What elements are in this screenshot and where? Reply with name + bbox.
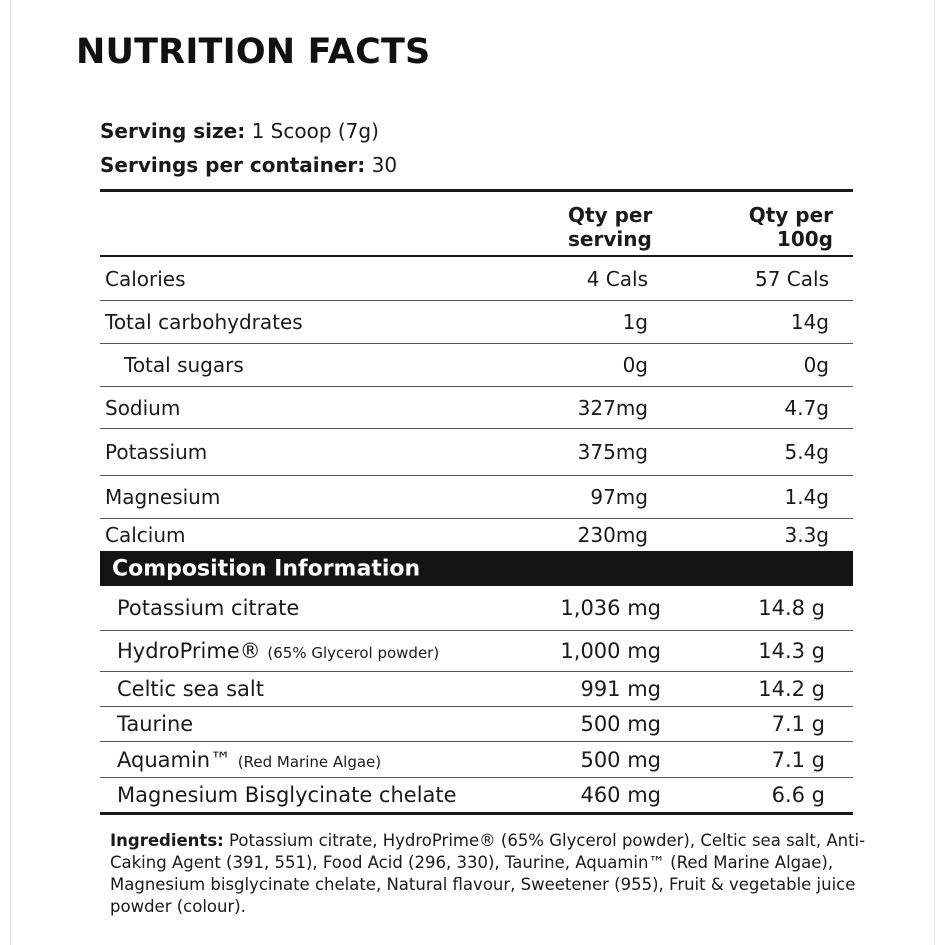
ingredient-note: (Red Marine Algae)	[237, 752, 382, 771]
per-100g-value: 14.8 g	[758, 596, 825, 620]
per-serving-value: 375mg	[577, 440, 648, 464]
serving-size	[100, 119, 379, 143]
header-per-100g-line2: 100g	[776, 227, 833, 251]
servings-per-container	[100, 153, 397, 177]
per-serving-value: 0g	[622, 353, 648, 377]
nutrition-table	[100, 189, 853, 815]
per-100g-value: 14g	[790, 310, 829, 334]
nutrient-label: Sodium	[105, 395, 181, 420]
table-row	[100, 387, 853, 429]
right-border	[934, 0, 935, 945]
table-row	[100, 257, 853, 301]
per-serving-value: 230mg	[577, 523, 648, 547]
per-serving-value: 500 mg	[580, 747, 661, 772]
table-row	[100, 742, 853, 778]
per-serving-value: 1,036 mg	[560, 596, 661, 620]
header-per-serving-line2: serving	[568, 227, 652, 251]
nutrient-label: Magnesium	[105, 485, 221, 509]
per-serving-value: 327mg	[577, 395, 648, 420]
ingredient-name: HydroPrime®	[117, 639, 261, 663]
per-serving-value: 991 mg	[580, 677, 661, 701]
left-border	[10, 0, 11, 945]
header-per-100g	[749, 203, 833, 251]
table-row	[100, 476, 853, 519]
table-row	[100, 344, 853, 387]
ingredient-label	[117, 783, 457, 807]
ingredient-label	[117, 748, 381, 772]
table-row	[100, 301, 853, 344]
table-row	[100, 631, 853, 672]
per-100g-value: 7.1 g	[771, 712, 825, 736]
per-100g-value: 5.4g	[784, 440, 829, 464]
per-100g-value: 4.7g	[784, 395, 829, 420]
serving-size-label: Serving size:	[100, 119, 246, 143]
ingredient-label	[117, 677, 264, 701]
composition-header	[100, 551, 853, 586]
ingredients-label: Ingredients:	[110, 831, 224, 850]
table-row	[100, 519, 853, 551]
ingredients-text	[110, 830, 870, 918]
nutrient-label: Potassium	[105, 440, 208, 464]
ingredient-name: Taurine	[117, 712, 194, 736]
per-serving-value: 460 mg	[580, 783, 661, 807]
ingredient-name: Magnesium Bisglycinate chelate	[117, 783, 457, 807]
per-100g-value: 14.2 g	[758, 677, 825, 701]
header-per-serving	[568, 203, 652, 251]
table-row	[100, 707, 853, 742]
ingredient-label	[117, 639, 439, 663]
per-100g-value: 3.3g	[784, 523, 829, 547]
serving-size-value: 1 Scoop (7g)	[251, 119, 379, 143]
ingredient-name: Potassium citrate	[117, 596, 300, 620]
nutrient-label: Total sugars	[124, 353, 244, 377]
header-per-100g-line1: Qty per	[748, 203, 833, 227]
servings-per-container-value: 30	[371, 153, 398, 177]
composition-title: Composition Information	[112, 556, 421, 581]
table-row	[100, 429, 853, 476]
servings-per-container-label: Servings per container:	[100, 153, 366, 177]
page-title: NUTRITION FACTS	[76, 32, 431, 72]
per-100g-value: 0g	[803, 353, 829, 377]
per-100g-value: 14.3 g	[758, 639, 825, 663]
table-header	[100, 192, 853, 257]
nutrient-label: Calories	[105, 266, 186, 291]
per-100g-value: 57 Cals	[754, 266, 829, 291]
per-serving-value: 1g	[622, 310, 648, 334]
per-serving-value: 97mg	[590, 485, 648, 509]
nutrient-label: Total carbohydrates	[105, 310, 303, 334]
table-row	[100, 778, 853, 815]
ingredient-name: Celtic sea salt	[117, 677, 264, 701]
ingredients-list: Potassium citrate, HydroPrime® (65% Glycerol powder), Celtic sea salt, Anti-Caking Agent (391, 551), Food Acid (296, 330), Taurine, Aquamin™ (Red Marine Algae), Magnesium bisglycinate chelate, Natural flavour, Sweetener (955), Fruit & vegetable juice powder (colour).	[110, 831, 866, 916]
nutrient-label: Calcium	[105, 523, 186, 547]
header-per-serving-line1: Qty per	[568, 203, 653, 227]
per-100g-value: 7.1 g	[771, 747, 825, 772]
table-row	[100, 586, 853, 631]
table-row	[100, 672, 853, 707]
ingredient-label	[117, 712, 193, 736]
ingredient-label	[117, 596, 299, 620]
per-serving-value: 500 mg	[580, 712, 661, 736]
per-serving-value: 1,000 mg	[560, 639, 661, 663]
ingredient-name: Aquamin™	[117, 747, 232, 772]
per-serving-value: 4 Cals	[586, 266, 648, 291]
ingredient-note: (65% Glycerol powder)	[267, 644, 440, 662]
per-100g-value: 1.4g	[784, 485, 829, 509]
per-100g-value: 6.6 g	[771, 783, 825, 807]
